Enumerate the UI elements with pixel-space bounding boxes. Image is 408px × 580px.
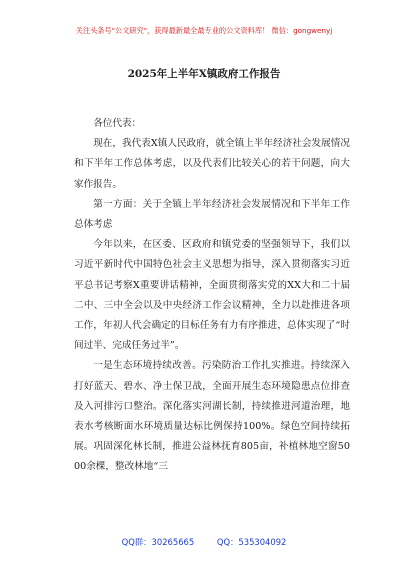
ecology-paragraph: 一是生态环境持续改善。污染防治工作扎实推进。持续深入打好蓝天、碧水、净土保卫战，全面开展生态环境隐患点位排查及入河排污口整治。深化落实河湖长制，持续推进河道治理，地表水考核断面水环境质量达标比例保持100%。绿色空间持续拓展。巩固深化林长制，推进公益林抚育805亩，补植林地空窗5000余棵，整改林地“三 bbox=[74, 360, 350, 473]
overview-paragraph: 今年以来，在区委、区政府和镇党委的坚强领导下，我们以习近平新时代中国特色社会主义思想为指导，深入贯彻落实习近平总书记考察X重要讲话精神，全面贯彻落实党的XX大和二十届二中、三中全会以及中央经济工作会议精神，全力以赴推进各项工作，年初人代会确定的目标任务有力有序推进，总体实现了“时间过半、完成任务过半”。 bbox=[74, 239, 350, 352]
document-title: 2025年上半年X镇政府工作报告 bbox=[127, 68, 281, 80]
intro-paragraph: 现在，我代表X镇人民政府，就全镇上半年经济社会发展情况和下半年工作总体考虑，以及代表们比较关心的若干问题，向大家作报告。 bbox=[74, 138, 350, 190]
footer-qq: QQ：535304092 bbox=[216, 537, 287, 547]
footer-qq-group: QQ群：30265665 bbox=[121, 537, 195, 547]
document-body bbox=[74, 114, 350, 478]
salutation-paragraph: 各位代表： bbox=[93, 118, 142, 129]
top-banner: 关注头条号"公文研究"，获得最新最全最专业的公文资料库！ 微信：gongwenyj bbox=[75, 26, 333, 35]
section-heading-paragraph: 第一方面：关于全镇上半年经济社会发展情况和下半年工作总体考虑 bbox=[74, 198, 350, 231]
footer-contacts bbox=[0, 536, 408, 548]
